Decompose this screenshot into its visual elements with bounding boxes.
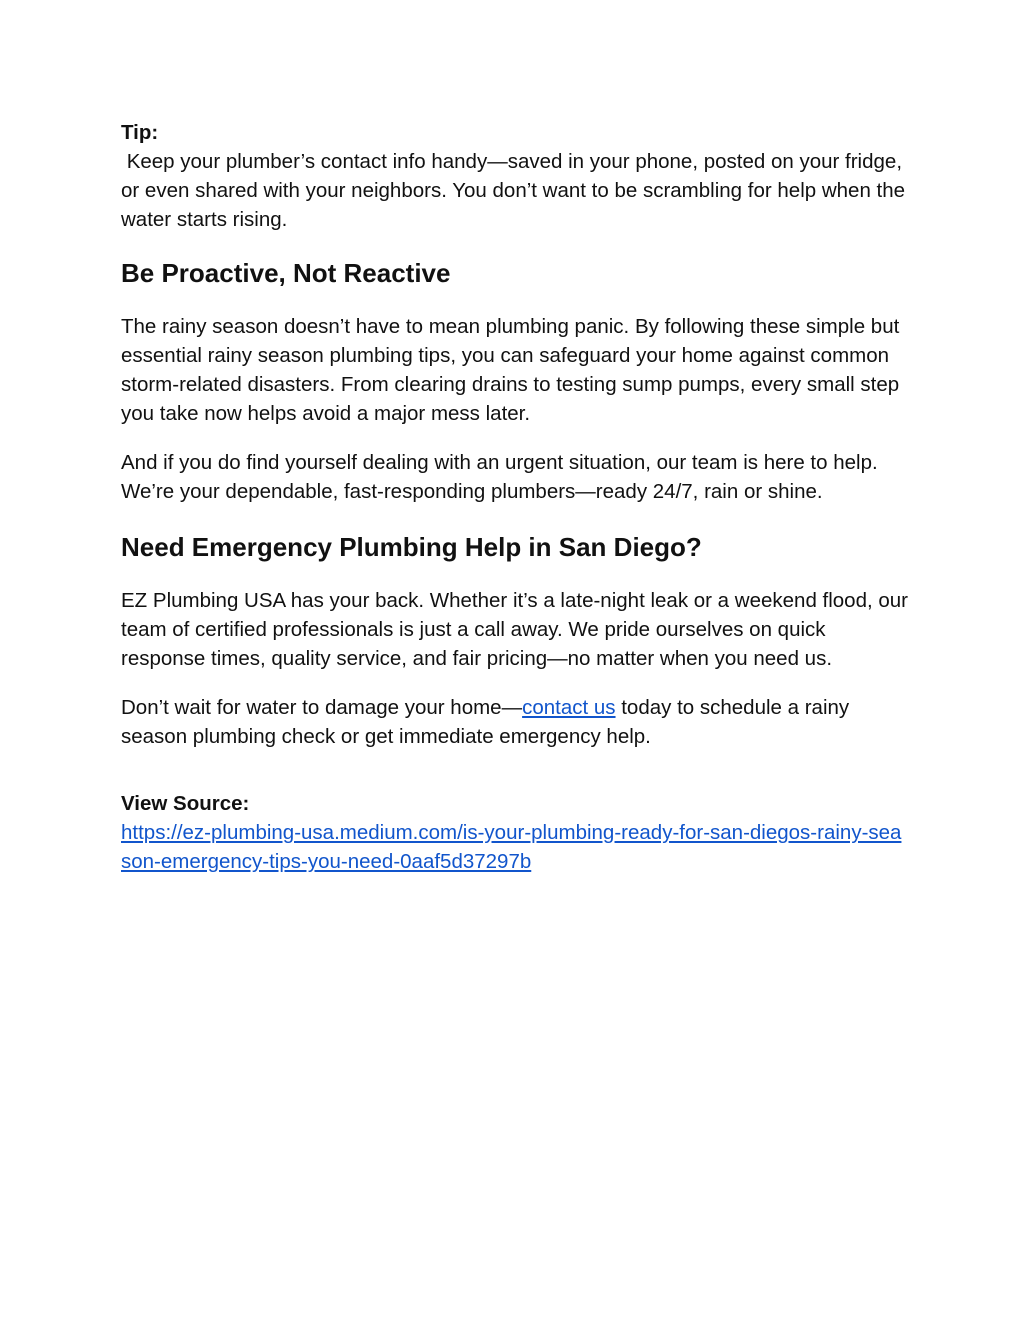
heading-be-proactive: Be Proactive, Not Reactive <box>121 258 451 288</box>
paragraph: And if you do find yourself dealing with an urgent situation, our team is here to help. We’re your dependable, fast-responding plumbers—ready 24/7, rain or shine. <box>121 451 878 503</box>
tip-label: Tip: <box>121 121 159 144</box>
document-content <box>121 118 911 896</box>
paragraph: EZ Plumbing USA has your back. Whether it’s a late-night leak or a weekend flood, our team of certified professionals is just a call away. We pride ourselves on quick response times, quality service, and fair pricing—no matter when you need us. <box>121 589 909 670</box>
text: today to schedule a rainy season plumbing check or get immediate emergency help. <box>121 696 850 748</box>
text: Don’t wait for water to damage your home— <box>121 696 523 719</box>
paragraph: The rainy season doesn’t have to mean plumbing panic. By following these simple but essential rainy season plumbing tips, you can safeguard your home against common storm-related disasters. From clearing drains to testing sump pumps, every small step you take now helps avoid a major mess later. <box>121 315 900 425</box>
contact-us-link[interactable]: contact us <box>522 696 616 719</box>
paragraph-contact <box>121 693 911 751</box>
source-paragraph <box>121 789 911 876</box>
source-label: View Source: <box>121 792 250 815</box>
source-link[interactable]: https://ez-plumbing-usa.medium.com/is-your-plumbing-ready-for-san-diegos-rainy-season-emergency-tips-you-need-0aaf5d37297b <box>121 821 902 873</box>
heading-emergency-help: Need Emergency Plumbing Help in San Diego? <box>121 532 702 562</box>
tip-paragraph <box>121 118 911 234</box>
tip-text: Keep your plumber’s contact info handy—saved in your phone, posted on your fridge, or even shared with your neighbors. You don’t want to be scrambling for help when the water starts rising. <box>121 150 911 231</box>
